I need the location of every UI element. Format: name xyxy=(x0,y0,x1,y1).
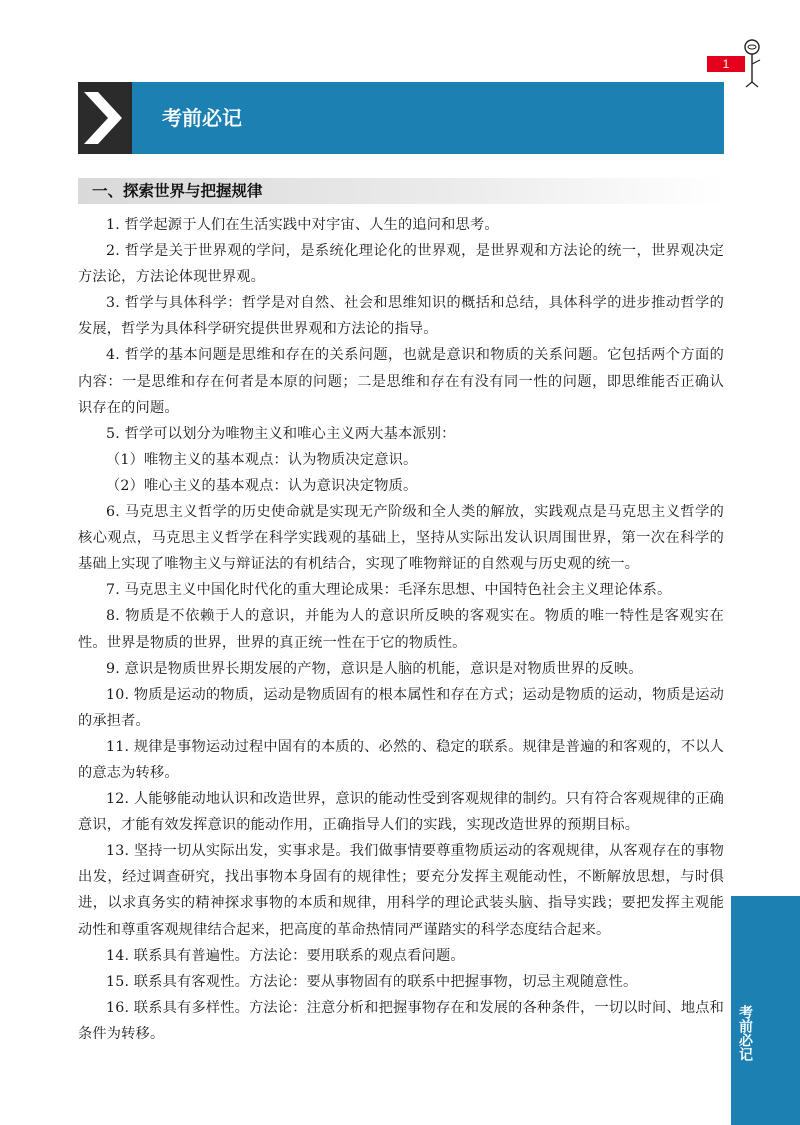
paragraph: 4. 哲学的基本问题是思维和存在的关系问题，也就是意识和物质的关系问题。它包括两个方面的内容：一是思维和存在何者是本原的问题；二是思维和存在有没有同一性的问题，即思维能否正确认识存在的问题。 xyxy=(78,347,724,416)
paragraph: 11. 规律是事物运动过程中固有的本质的、必然的、稳定的联系。规律是普遍的和客观的，不以人的意志为转移。 xyxy=(78,738,724,781)
page-number: 1 xyxy=(722,57,730,71)
paragraph: 8. 物质是不依赖于人的意识，并能为人的意识所反映的客观实在。物质的唯一特性是客观实在性。世界是物质的世界，世界的真正统一性在于它的物质性。 xyxy=(78,608,724,651)
paragraph: 15. 联系具有客观性。方法论：要从事物固有的联系中把握事物，切忌主观随意性。 xyxy=(106,973,638,990)
paragraph: 3. 哲学与具体科学：哲学是对自然、社会和思维知识的概括和总结，具体科学的进步推动哲学的发展，哲学为具体科学研究提供世界观和方法论的指导。 xyxy=(78,295,724,338)
paragraph: 12. 人能够能动地认识和改造世界，意识的能动性受到客观规律的制约。只有符合客观规律的正确意识，才能有效发挥意识的能动作用，正确指导人们的实践，实现改造世界的预期目标。 xyxy=(78,791,724,834)
paragraph: 16. 联系具有多样性。方法论：注意分析和把握事物存在和发展的各种条件，一切以时间、地点和条件为转移。 xyxy=(78,999,724,1042)
section-heading xyxy=(78,178,724,204)
paragraph: （2）唯心主义的基本观点：认为意识决定物质。 xyxy=(106,477,418,494)
paragraph: 6. 马克思主义哲学的历史使命就是实现无产阶级和全人类的解放，实践观点是马克思主义哲学的核心观点，马克思主义哲学在科学实践观的基础上，坚持从实际出发认识周围世界，第一次在科学的基础上实现了唯物主义与辩证法的有机结合，实现了唯物辩证的自然观与历史观的统一。 xyxy=(78,504,724,573)
paragraph: 10. 物质是运动的物质，运动是物质固有的根本属性和存在方式；运动是物质的运动，物质是运动的承担者。 xyxy=(78,686,724,729)
chevron-right-icon xyxy=(78,82,132,154)
chapter-banner xyxy=(78,82,724,154)
paragraph: 5. 哲学可以划分为唯物主义和唯心主义两大基本派别： xyxy=(106,425,456,442)
paragraph: 7. 马克思主义中国化时代化的重大理论成果：毛泽东思想、中国特色社会主义理论体系。 xyxy=(106,582,672,599)
side-tab-label: 考前必记 xyxy=(737,1005,753,1061)
chevron-mark xyxy=(78,82,132,154)
paragraph: 1. 哲学起源于人们在生活实践中对宇宙、人生的追问和思考。 xyxy=(106,217,499,233)
paragraph: （1）唯物主义的基本观点：认为物质决定意识。 xyxy=(106,451,418,468)
paragraph: 13. 坚持一切从实际出发，实事求是。我们做事情要尊重物质运动的客观规律，从客观存在的事物出发，经过调查研究，找出事物本身固有的规律性；要充分发挥主观能动性，不断解放思想，与时俱进，以求真务实的精神探求事物的本质和规律，用科学的理论武装头脑、指导实践；要把发挥主观能动性和尊重客观规律结合起来，把高度的革命热情同严谨踏实的科学态度结合起来。 xyxy=(78,843,724,938)
paragraph: 14. 联系具有普遍性。方法论：要用联系的观点看问题。 xyxy=(106,947,465,964)
content-body xyxy=(78,212,724,1047)
paragraph: 9. 意识是物质世界长期发展的产物，意识是人脑的机能，意识是对物质世界的反映。 xyxy=(106,660,643,677)
section-heading-text: 一、探索世界与把握规律 xyxy=(92,182,263,200)
paragraph: 2. 哲学是关于世界观的学问，是系统化理论化的世界观，是世界观和方法论的统一，世界观决定方法论，方法论体现世界观。 xyxy=(78,243,724,286)
banner-title: 考前必记 xyxy=(162,106,242,130)
page-number-tab xyxy=(707,56,745,72)
